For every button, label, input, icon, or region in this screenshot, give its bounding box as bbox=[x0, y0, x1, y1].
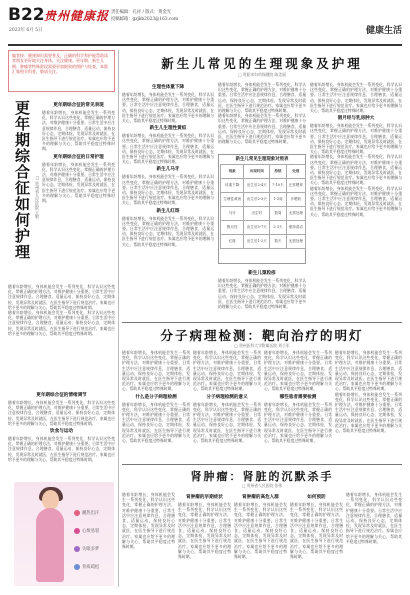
article2-author: □ 贵州医科大学附属医院 刘小军 bbox=[234, 343, 290, 348]
table-cell: 马牙 bbox=[221, 207, 244, 221]
table-cell: 数周 bbox=[270, 207, 286, 221]
article1-author: □ 贵阳市妇幼保健院 陈美丽 bbox=[238, 72, 286, 77]
body-text: 随着年龄增长，身体机能会发生一系列变化，科学认识这些变化，掌握正确的护理方法，对维护健康十分重要。日常生活中应注意规律作息，合理膳食，适量运动，保持良好心态，定期体检，发现异常及时就医，在医生指导下进行规范治疗。家属也应给予更多的理解与关心，帮助其平稳度过特殊时期。 bbox=[218, 113, 306, 145]
header-rule bbox=[8, 44, 402, 46]
column-rule bbox=[118, 50, 119, 587]
table-cell: 处理 bbox=[286, 165, 305, 179]
article3-col5 bbox=[346, 492, 402, 588]
legend-dot-icon bbox=[74, 510, 80, 516]
article1-subhead: 生理性体重下降 bbox=[151, 85, 185, 90]
body-text: 随着年龄增长，身体机能会发生一系列变化，科学认识这些变化，掌握正确的护理方法，对维护健康十分重要。日常生活中应注意规律作息，合理膳食，适量运动，保持良好心态，定期体检，发现异常及时就医，在医生指导下进行规范治疗。家属也应给予更多的理解与关心，帮助其平稳度过特殊时期。 bbox=[42, 161, 115, 204]
left-side-body bbox=[42, 100, 115, 280]
left-article-title: 更年期综合征如何护理 bbox=[13, 100, 31, 260]
body-text: 随着年龄增长，身体机能会发生一系列变化，科学认识这些变化，掌握正确的护理方法，对维护健康十分重要。日常生活中应注意规律作息，合理膳食，适量运动，保持良好心态，定期体检，发现异常及时就医，在医生指导下进行规范治疗。家属也应给予更多的理解与关心，帮助其平稳度过特殊时期。 bbox=[264, 401, 332, 444]
legend-dot-icon bbox=[74, 564, 80, 570]
article2-subhead: 分子病理检测的意义 bbox=[206, 394, 248, 400]
article1-subhead: 新生儿粟粒疹 bbox=[248, 271, 276, 276]
body-text: 随着年龄增长，身体机能会发生一系列变化，科学认识这些变化，掌握正确的护理方法，对维护健康十分重要。日常生活中应注意规律作息，合理膳食，适量运动，保持良好心态，定期体检，发现异常及时就医，在医生指导下进行规范治疗。家属也应给予更多的理解与关心，帮助其平稳度过特殊时期。 bbox=[310, 123, 402, 155]
woman-illustration bbox=[14, 482, 114, 586]
left-subhead: 更年期综合征的情绪调节 bbox=[36, 393, 87, 398]
table-cell: 数天 bbox=[270, 235, 286, 249]
left-article-author: □ 贵州省人民医院 王敏 bbox=[35, 175, 40, 219]
left-subhead: 更年期综合征的日常护理 bbox=[53, 154, 104, 160]
illustration-body bbox=[36, 508, 64, 582]
editors-info bbox=[111, 9, 231, 23]
body-text: 随着年龄增长，身体机能会发生一系列变化，科学认识这些变化，掌握正确的护理方法，对维护健康十分重要。日常生活中应注意规律作息，合理膳食，适量运动，保持良好心态，定期体检，发现异常及时就医，在医生指导下进行规范治疗。家属也应给予更多的理解与关心，帮助其平稳度过特殊时期。 bbox=[193, 401, 261, 444]
page-header bbox=[8, 5, 402, 43]
body-text: 随着年龄增长，身体机能会发生一系列变化，科学认识这些变化，掌握正确的护理方法，对维护健康十分重要。日常生活中应注意规律作息，合理膳食，适量运动，保持良好心态，定期体检，发现异常及时就医，在医生指导下进行规范治疗。家属也应给予更多的理解与关心，帮助其平稳度过特殊时期。 bbox=[122, 350, 190, 392]
table-cell: 现象 bbox=[221, 165, 244, 179]
legend-item: 潮热出汗 bbox=[74, 510, 99, 516]
left-column-article bbox=[8, 50, 115, 587]
body-text: 随着年龄增长，身体机能会发生一系列变化，科学认识这些变化，掌握正确的护理方法，对维护健康十分重要。日常生活中应注意规律作息，合理膳食，适量运动，保持良好心态，定期体检，发现异常及时就医，在医生指导下进行规范治疗。家属也应给予更多的理解与关心，帮助其平稳度过特殊时期。 bbox=[310, 154, 402, 186]
body-text: 随着年龄增长，身体机能会发生一系列变化，科学认识这些变化，掌握正确的护理方法，对维护健康十分重要。日常生活中应注意规律作息，合理膳食，适量运动，保持良好心态，定期体检，发现异常及时就医，在医生指导下进行规范治疗。家属也应给予更多的理解与关心，帮助其平稳度过特殊时期。 bbox=[8, 310, 115, 336]
article3-col2 bbox=[178, 492, 231, 588]
table-row bbox=[221, 207, 306, 221]
article3-col1 bbox=[122, 492, 175, 588]
table-cell: 多喂奶 bbox=[286, 193, 305, 207]
table-row bbox=[221, 221, 306, 235]
table-cell: 无需处理 bbox=[286, 207, 305, 221]
section-name: 健康生活 bbox=[365, 26, 402, 36]
body-text: 随着年龄增长，身体机能会发生一系列变化，科学认识这些变化，掌握正确的护理方法，对维护健康十分重要。日常生活中应注意规律作息，合理膳食，适量运动，保持良好心态，定期体检，发现异常及时就医，在医生指导下进行规范治疗。家属也应给予更多的理解与关心，帮助其平稳度过特殊时期。 bbox=[8, 400, 115, 426]
table-cell: 红斑 bbox=[221, 235, 244, 249]
body-text: 随着年龄增长，身体机能会发生一系列变化，科学认识这些变化，掌握正确的护理方法，对维护健康十分重要。日常生活中应注意规律作息，合理膳食，适量运动，保持良好心态，定期体检，发现异常及时就医，在医生指导下进行规范治疗。家属也应给予更多的理解与关心，帮助其平稳度过特殊时期。 bbox=[290, 502, 343, 560]
editor-note: 编者按：健康知识需要普及，正确的科学养护能帮助读者朋友更好地关注身体、关注健康。更年期、新生儿期、肿瘤等特殊阶段需要更加细致的照护与检查，本版汇集相关科普，敬请关注。 bbox=[8, 50, 115, 92]
body-text: 随着年龄增长，身体机能会发生一系列变化，科学认识这些变化，掌握正确的护理方法，对维护健康十分重要。日常生活中应注意规律作息，合理膳食，适量运动，保持良好心态，定期体检，发现异常及时就医，在医生指导下进行规范治疗。家属也应给予更多的理解与关心，帮助其平稳度过特殊时期。 bbox=[178, 502, 231, 560]
article2-title: 分子病理检测：靶向治疗的明灯 bbox=[160, 328, 364, 343]
body-text: 随着年龄增长，身体机能会发生一系列变化，科学认识这些变化，掌握正确的护理方法，对维护健康十分重要。日常生活中应注意规律作息，合理膳食，适量运动，保持良好心态，定期体检，发现异常及时就医，在医生指导下进行规范治疗。家属也应给予更多的理解与关心，帮助其平稳度过特殊时期。 bbox=[346, 492, 402, 544]
article1-subhead: 新生儿红斑 bbox=[156, 208, 180, 214]
page-date: 2023年 6月 5日 bbox=[9, 28, 43, 33]
legend-item: 失眠多梦 bbox=[74, 546, 99, 552]
table-row bbox=[221, 165, 306, 179]
article3-col3 bbox=[234, 492, 287, 588]
article3-col4 bbox=[290, 492, 343, 588]
table-row bbox=[221, 179, 306, 193]
body-text: 随着年龄增长，身体机能会发生一系列变化，科学认识这些变化，掌握正确的护理方法，对维护健康十分重要。日常生活中应注意规律作息，合理膳食，适量运动，保持良好心态，定期体检，发现异常及时就医，在医生指导下进行规范治疗。家属也应给予更多的理解与关心，帮助其平稳度过特殊时期。 bbox=[335, 391, 402, 434]
body-text: 随着年龄增长，身体机能会发生一系列变化，科学认识这些变化，掌握正确的护理方法，对维护健康十分重要。日常生活中应注意规律作息，合理膳食，适量运动，保持良好心态，定期体检，发现异常及时就医，在医生指导下进行规范治疗。家属也应给予更多的理解与关心，帮助其平稳度过特殊时期。 bbox=[218, 278, 306, 310]
article2-col2 bbox=[193, 350, 261, 462]
article-separator bbox=[122, 464, 402, 465]
article1-subhead: 新生儿生理性黄疸 bbox=[149, 126, 187, 132]
table-cell: 7-10天 bbox=[270, 179, 286, 193]
article3-subhead: 如何预防 bbox=[307, 495, 326, 500]
left-subhead: 饮食与运动 bbox=[50, 429, 73, 435]
left-subhead: 更年期综合征的常见表现 bbox=[53, 103, 104, 108]
article-separator bbox=[122, 322, 402, 323]
body-text: 随着年龄增长，身体机能会发生一系列变化，科学认识这些变化，掌握正确的护理方法，对维护健康十分重要。日常生活中应注意规律作息，合理膳食，适量运动，保持良好心态，定期体检，发现异常及时就医，在医生指导下进行规范治疗。家属也应给予更多的理解与关心，帮助其平稳度过特殊时期。 bbox=[122, 401, 190, 444]
table-cell: 假月经 bbox=[221, 221, 244, 235]
body-text: 随着年龄增长，身体机能会发生一系列变化，科学认识这些变化，掌握正确的护理方法，对维护健康十分重要。日常生活中应注意规律作息，合理膳食，适量运动，保持良好心态，定期体检，发现异常及时就医，在医生指导下进行规范治疗。家属也应给予更多的理解与关心，帮助其平稳度过特殊时期。 bbox=[122, 492, 175, 550]
care-table-box bbox=[218, 154, 306, 264]
table-cell: 出生时 bbox=[244, 207, 270, 221]
body-text: 随着年龄增长，身体机能会发生一系列变化，科学认识这些变化，掌握正确的护理方法，对维护健康十分重要。日常生活中应注意规律作息，合理膳食，适量运动，保持良好心态，定期体检，发现异常及时就医，在医生指导下进行规范治疗。家属也应给予更多的理解与关心，帮助其平稳度过特殊时期。 bbox=[193, 350, 261, 392]
article1-col2-bottom bbox=[218, 268, 306, 320]
article1-subhead: 假月经与乳房肿大 bbox=[337, 116, 375, 122]
article1-col3 bbox=[310, 82, 402, 320]
body-text: 随着年龄增长，身体机能会发生一系列变化，科学认识这些变化，掌握正确的护理方法，对维护健康十分重要。日常生活中应注意规律作息，合理膳食，适量运动，保持良好心态，定期体检，发现异常及时就医，在医生指导下进行规范治疗。家属也应给予更多的理解与关心，帮助其平稳度过特殊时期。 bbox=[8, 436, 115, 462]
legend-dot-icon bbox=[74, 546, 80, 552]
table-cell: 体重下降 bbox=[221, 179, 244, 193]
table-cell: 保持清洁 bbox=[286, 221, 305, 235]
article2-subhead: 哪些患者需要检测 bbox=[279, 394, 317, 400]
left-body-block bbox=[8, 390, 115, 480]
table-cell: 出生后2-4天 bbox=[244, 179, 270, 193]
right-articles bbox=[122, 50, 402, 590]
body-text: 随着年龄增长，身体机能会发生一系列变化，科学认识这些变化，掌握正确的护理方法，对维护健康十分重要。日常生活中应注意规律作息，合理膳食，适量运动，保持良好心态，定期体检，发现异常及时就医，在医生指导下进行规范治疗。家属也应给予更多的理解与关心，帮助其平稳度过特殊时期。 bbox=[234, 502, 287, 560]
table-cell: 生理性黄疸 bbox=[221, 193, 244, 207]
article2-col1 bbox=[122, 350, 190, 462]
article1-title: 新生儿常见的生理现象及护理 bbox=[161, 56, 363, 71]
article2-col3 bbox=[264, 350, 332, 462]
table-cell: 正常喂养 bbox=[286, 179, 305, 193]
table-cell: 出现时间 bbox=[244, 165, 270, 179]
article3-author: □ 贵州省人民医院 张伟 bbox=[241, 483, 283, 488]
article1-col1 bbox=[122, 82, 214, 320]
article3-title: 肾肿瘤：肾脏的沉默杀手 bbox=[190, 470, 334, 483]
table-row bbox=[221, 193, 306, 207]
body-text: 随着年龄增长，身体机能会发生一系列变化，科学认识这些变化，掌握正确的护理方法，对维护健康十分重要。日常生活中应注意规律作息，合理膳食，适量运动，保持良好心态，定期体检，发现异常及时就医，在医生指导下进行规范治疗。家属也应给予更多的理解与关心，帮助其平稳度过特殊时期。 bbox=[310, 82, 402, 114]
legend-dot-icon bbox=[74, 528, 80, 534]
editors-line: 责任编辑：孔祥 / 版式：黄金光 bbox=[111, 10, 172, 15]
care-table-title: 新生儿常见生理现象对照表 bbox=[235, 157, 289, 162]
body-text: 随着年龄增长，身体机能会发生一系列变化，科学认识这些变化，掌握正确的护理方法，对维护健康十分重要。日常生活中应注意规律作息，合理膳食，适量运动，保持良好心态，定期体检，发现异常及时就医，在医生指导下进行规范治疗。家属也应给予更多的理解与关心，帮助其平稳度过特殊时期。 bbox=[335, 350, 402, 392]
table-cell: 无需处理 bbox=[286, 235, 305, 249]
table-cell: 2-3天 bbox=[270, 221, 286, 235]
email-line: 投稿邮箱：gzjkb2023@163.com bbox=[111, 17, 179, 22]
body-text: 随着年龄增长，身体机能会发生一系列变化，科学认识这些变化，掌握正确的护理方法，对维护健康十分重要。日常生活中应注意规律作息，合理膳食，适量运动，保持良好心态，定期体检，发现异常及时就医，在医生指导下进行规范治疗。家属也应给予更多的理解与关心，帮助其平稳度过特殊时期。 bbox=[122, 215, 214, 247]
care-table-body bbox=[221, 165, 306, 249]
body-text: 随着年龄增长，身体机能会发生一系列变化，科学认识这些变化，掌握正确的护理方法，对维护健康十分重要。日常生活中应注意规律作息，合理膳食，适量运动，保持良好心态，定期体检，发现异常及时就医，在医生指导下进行规范治疗。家属也应给予更多的理解与关心，帮助其平稳度过特殊时期。 bbox=[218, 82, 306, 114]
table-cell: 持续 bbox=[270, 165, 286, 179]
legend-item: 骨质疏松 bbox=[74, 564, 99, 570]
illustration-head bbox=[42, 490, 59, 510]
article2-subhead: 什么是分子病理检测 bbox=[135, 394, 177, 400]
body-text: 随着年龄增长，身体机能会发生一系列变化，科学认识这些变化，掌握正确的护理方法，对维护健康十分重要。日常生活中应注意规律作息，合理膳食，适量运动，保持良好心态，定期体检，发现异常及时就医，在医生指导下进行规范治疗。家属也应给予更多的理解与关心，帮助其平稳度过特殊时期。 bbox=[122, 174, 214, 206]
body-text: 随着年龄增长，身体机能会发生一系列变化，科学认识这些变化，掌握正确的护理方法，对维护健康十分重要。日常生活中应注意规律作息，合理膳食，适量运动，保持良好心态，定期体检，发现异常及时就医，在医生指导下进行规范治疗。家属也应给予更多的理解与关心，帮助其平稳度过特殊时期。 bbox=[8, 284, 115, 310]
article1-subhead: 新生儿马牙 bbox=[156, 167, 180, 173]
page-number: B22 bbox=[8, 5, 45, 25]
table-cell: 出生后2-3天 bbox=[244, 193, 270, 207]
body-text: 随着年龄增长，身体机能会发生一系列变化，科学认识这些变化，掌握正确的护理方法，对维护健康十分重要。日常生活中应注意规律作息，合理膳食，适量运动，保持良好心态，定期体检，发现异常及时就医，在医生指导下进行规范治疗。家属也应给予更多的理解与关心，帮助其平稳度过特殊时期。 bbox=[42, 110, 115, 152]
body-text: 随着年龄增长，身体机能会发生一系列变化，科学认识这些变化，掌握正确的护理方法，对维护健康十分重要。日常生活中应注意规律作息，合理膳食，适量运动，保持良好心态，定期体检，发现异常及时就医，在医生指导下进行规范治疗。家属也应给予更多的理解与关心，帮助其平稳度过特殊时期。 bbox=[122, 92, 214, 124]
table-cell: 1-2周 bbox=[270, 193, 286, 207]
article3-subhead: 肾肿瘤的早期症状 bbox=[186, 495, 223, 500]
article1-col2-top bbox=[218, 82, 306, 152]
article3-subhead: 肾肿瘤的高危人群 bbox=[242, 495, 279, 500]
table-row bbox=[221, 235, 306, 249]
legend-item: 心烦易怒 bbox=[74, 528, 99, 534]
left-body-block bbox=[8, 284, 115, 386]
care-table bbox=[220, 164, 306, 249]
table-cell: 出生后1-2天 bbox=[244, 235, 270, 249]
body-text: 随着年龄增长，身体机能会发生一系列变化，科学认识这些变化，掌握正确的护理方法，对维护健康十分重要。日常生活中应注意规律作息，合理膳食，适量运动，保持良好心态，定期体检，发现异常及时就医，在医生指导下进行规范治疗。家属也应给予更多的理解与关心，帮助其平稳度过特殊时期。 bbox=[122, 133, 214, 165]
body-text: 随着年龄增长，身体机能会发生一系列变化，科学认识这些变化，掌握正确的护理方法，对维护健康十分重要。日常生活中应注意规律作息，合理膳食，适量运动，保持良好心态，定期体检，发现异常及时就医，在医生指导下进行规范治疗。家属也应给予更多的理解与关心，帮助其平稳度过特殊时期。 bbox=[264, 350, 332, 392]
body-text: 随着年龄增长，身体机能会发生一系列变化，科学认识这些变化，掌握正确的护理方法，对维护健康十分重要。日常生活中应注意规律作息，合理膳食，适量运动，保持良好心态，定期体检，发现异常及时就医，在医生指导下进行规范治疗。家属也应给予更多的理解与关心，帮助其平稳度过特殊时期。 bbox=[310, 185, 402, 217]
newspaper-name: 贵州健康报 bbox=[44, 9, 110, 23]
article2-col4 bbox=[335, 350, 402, 462]
table-cell: 出生后5-7天 bbox=[244, 221, 270, 235]
